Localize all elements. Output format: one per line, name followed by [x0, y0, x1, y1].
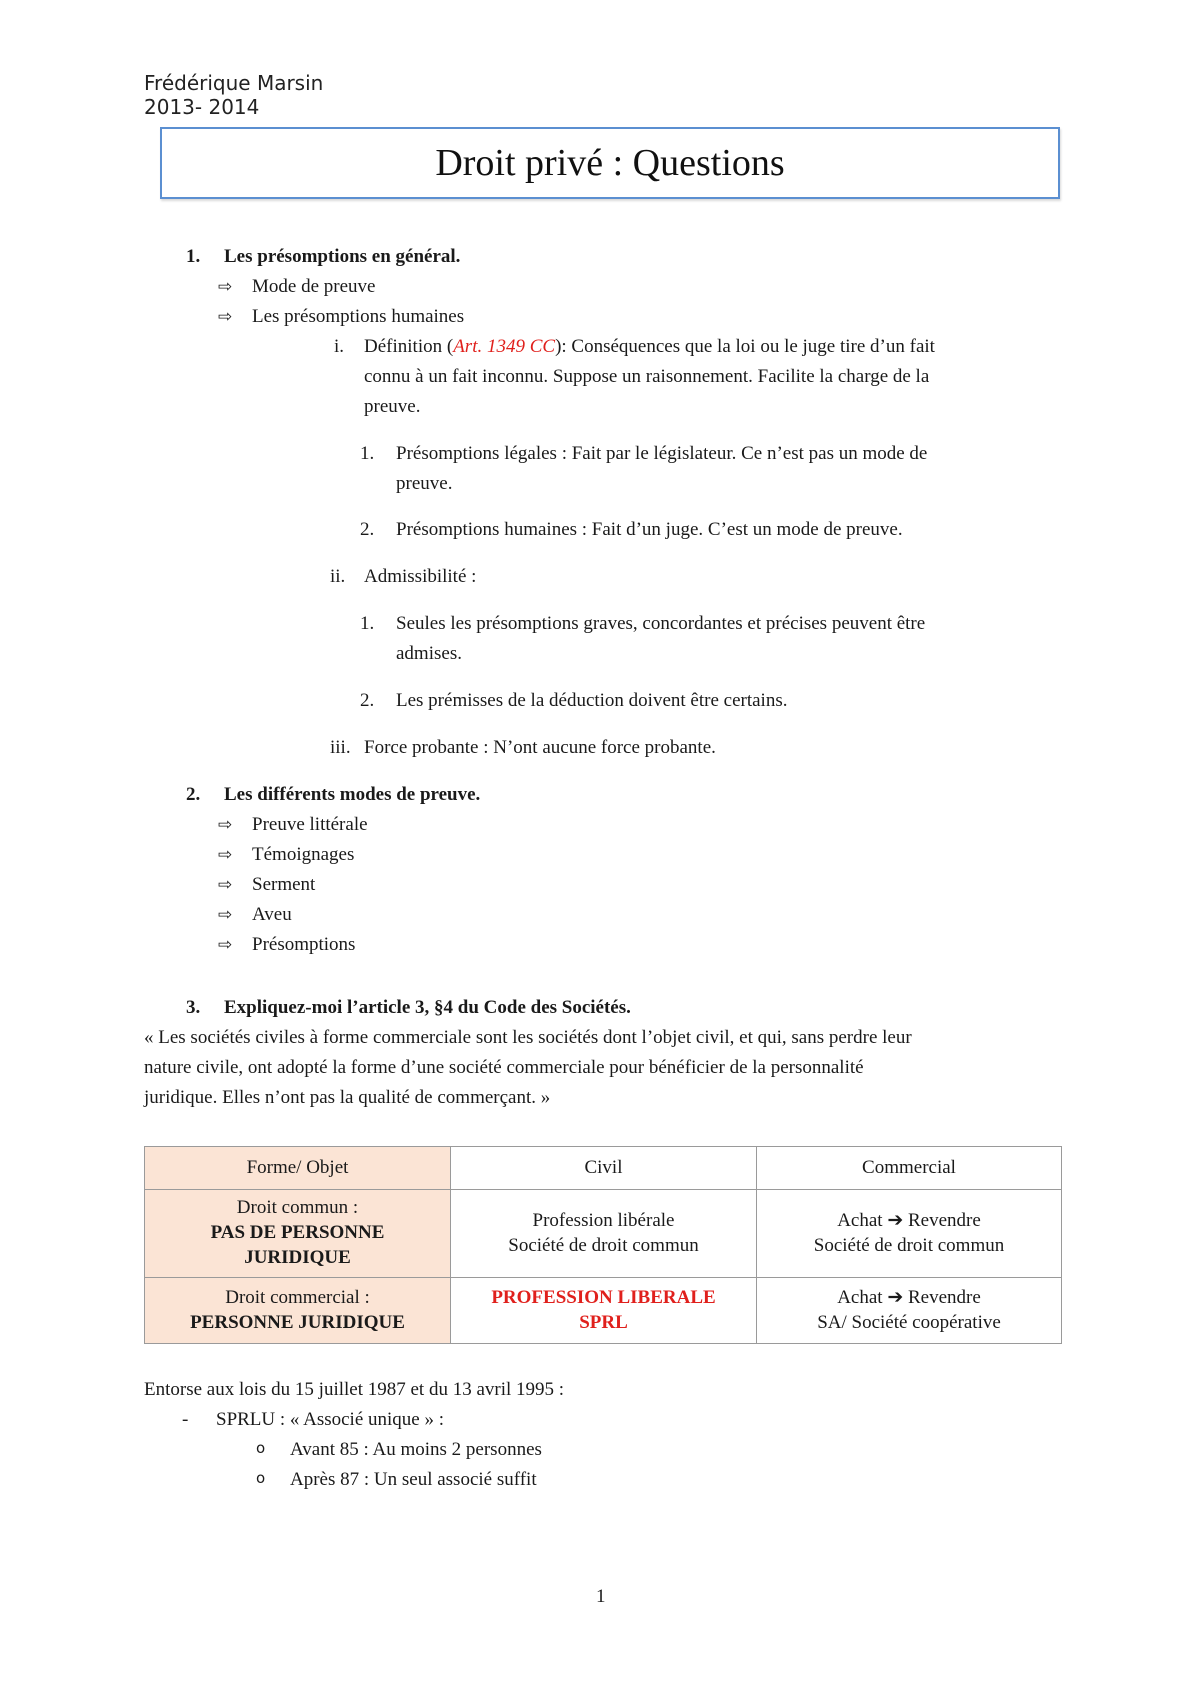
title-box [160, 127, 1060, 199]
header-forme-objet: Forme/ Objet [145, 1147, 451, 1190]
dash-bullet: - [182, 1409, 189, 1430]
force-probante-text: Force probante : N’ont aucune force probante. [364, 737, 716, 758]
s1-bullet-1: Mode de preuve [252, 276, 376, 297]
sprlu-sub-2: Après 87 : Un seul associé suffit [290, 1469, 537, 1490]
section-3-heading: Expliquez-moi l’article 3, §4 du Code des Sociétés. [224, 997, 631, 1018]
header-civil: Civil [451, 1147, 757, 1190]
arrow-bullet-icon: ⇨ [218, 307, 233, 327]
definition-suffix: ): Conséquences que la loi ou le juge tire d’un fait [555, 336, 935, 357]
table-header-row [145, 1147, 1062, 1190]
quote-line-3: juridique. Elles n’ont pas la qualité de commerçant. » [144, 1087, 551, 1108]
sprlu-sub-1: Avant 85 : Au moins 2 personnes [290, 1439, 542, 1460]
roman-i-number: i. [334, 336, 345, 357]
circle-bullet-icon: o [256, 1439, 266, 1457]
cell-civil [451, 1278, 757, 1344]
row-label-line-1: Droit commun : [236, 1197, 359, 1219]
cell-line-1: PROFESSION LIBERALE [491, 1286, 716, 1308]
quote-line-2: nature civile, ont adopté la forme d’une société commerciale pour bénéficier de la personnalité [144, 1057, 864, 1078]
roman-ii-number: ii. [330, 566, 346, 587]
admissibilite-label: Admissibilité : [364, 566, 477, 587]
entorse-intro: Entorse aux lois du 15 juillet 1987 et du 13 avril 1995 : [144, 1379, 565, 1400]
cell-line-2: SA/ Société coopérative [817, 1311, 1001, 1333]
sprlu-item: SPRLU : « Associé unique » : [216, 1409, 445, 1430]
arrow-bullet-icon: ⇨ [218, 905, 233, 925]
academic-year: 2013- 2014 [144, 95, 260, 119]
sub-item-number: 1. [360, 613, 375, 634]
quote-line-1: « Les sociétés civiles à forme commerciale sont les sociétés dont l’objet civil, et qui, sans perdre leur [144, 1027, 912, 1048]
s2-bullet-5: Présomptions [252, 934, 356, 955]
circle-bullet-icon: o [256, 1469, 266, 1487]
s1-bullet-2: Les présomptions humaines [252, 306, 465, 327]
page-title: Droit privé : Questions [435, 142, 785, 184]
section-3-number: 3. [186, 997, 201, 1018]
admissibilite-item-1-line-1: Seules les présomptions graves, concordantes et précises peuvent être [396, 613, 926, 634]
roman-iii-number: iii. [330, 737, 351, 758]
cell-line-2: Société de droit commun [508, 1234, 699, 1256]
arrow-bullet-icon: ⇨ [218, 845, 233, 865]
sub-item-number: 2. [360, 519, 375, 540]
author-name: Frédérique Marsin [144, 71, 324, 95]
page-number: 1 [596, 1586, 606, 1607]
sub-item-number: 2. [360, 690, 375, 711]
arrow-bullet-icon: ⇨ [218, 815, 233, 835]
row-label-line-1: Droit commercial : [225, 1286, 370, 1308]
definition-line-3: preuve. [364, 396, 421, 417]
arrow-bullet-icon: ⇨ [218, 875, 233, 895]
cell-civil [451, 1190, 757, 1278]
row-label-droit-commercial [145, 1278, 451, 1344]
row-label-line-2: PAS DE PERSONNE JURIDIQUE [210, 1222, 385, 1268]
s2-bullet-4: Aveu [252, 904, 292, 925]
definition-prefix: Définition ( [364, 336, 454, 357]
presomptions-legales-line-2: preuve. [396, 473, 453, 494]
societies-table [144, 1146, 1062, 1344]
cell-commercial [757, 1278, 1062, 1344]
definition-line-2: connu à un fait inconnu. Suppose un raisonnement. Facilite la charge de la [364, 366, 930, 387]
s2-bullet-2: Témoignages [252, 844, 355, 865]
row-label-droit-commun [145, 1190, 451, 1278]
arrow-bullet-icon: ⇨ [218, 935, 233, 955]
cell-commercial [757, 1190, 1062, 1278]
header-commercial: Commercial [757, 1147, 1062, 1190]
section-2-number: 2. [186, 784, 201, 805]
article-reference: Art. 1349 CC [453, 336, 556, 357]
s2-bullet-1: Preuve littérale [252, 814, 368, 835]
cell-line-1: Achat ➔ Revendre [837, 1286, 981, 1308]
cell-line-1: Profession libérale [532, 1209, 675, 1231]
section-2-heading: Les différents modes de preuve. [224, 784, 481, 805]
cell-line-2: Société de droit commun [813, 1234, 1005, 1256]
row-label-line-2: PERSONNE JURIDIQUE [190, 1311, 405, 1333]
section-1-number: 1. [186, 246, 201, 267]
cell-line-1: Achat ➔ Revendre [837, 1209, 981, 1231]
presomptions-legales-line-1: Présomptions légales : Fait par le législateur. Ce n’est pas un mode de [396, 443, 928, 464]
section-1-heading: Les présomptions en général. [224, 246, 461, 267]
presomptions-humaines-line: Présomptions humaines : Fait d’un juge. C’est un mode de preuve. [396, 519, 903, 540]
arrow-bullet-icon: ⇨ [218, 277, 233, 297]
admissibilite-item-2: Les prémisses de la déduction doivent être certains. [396, 690, 788, 711]
table-row [145, 1190, 1062, 1278]
admissibilite-item-1-line-2: admises. [396, 643, 462, 664]
cell-line-2: SPRL [579, 1311, 628, 1333]
definition-line-1 [364, 336, 935, 358]
table-row [145, 1278, 1062, 1344]
sub-item-number: 1. [360, 443, 375, 464]
s2-bullet-3: Serment [252, 874, 316, 895]
